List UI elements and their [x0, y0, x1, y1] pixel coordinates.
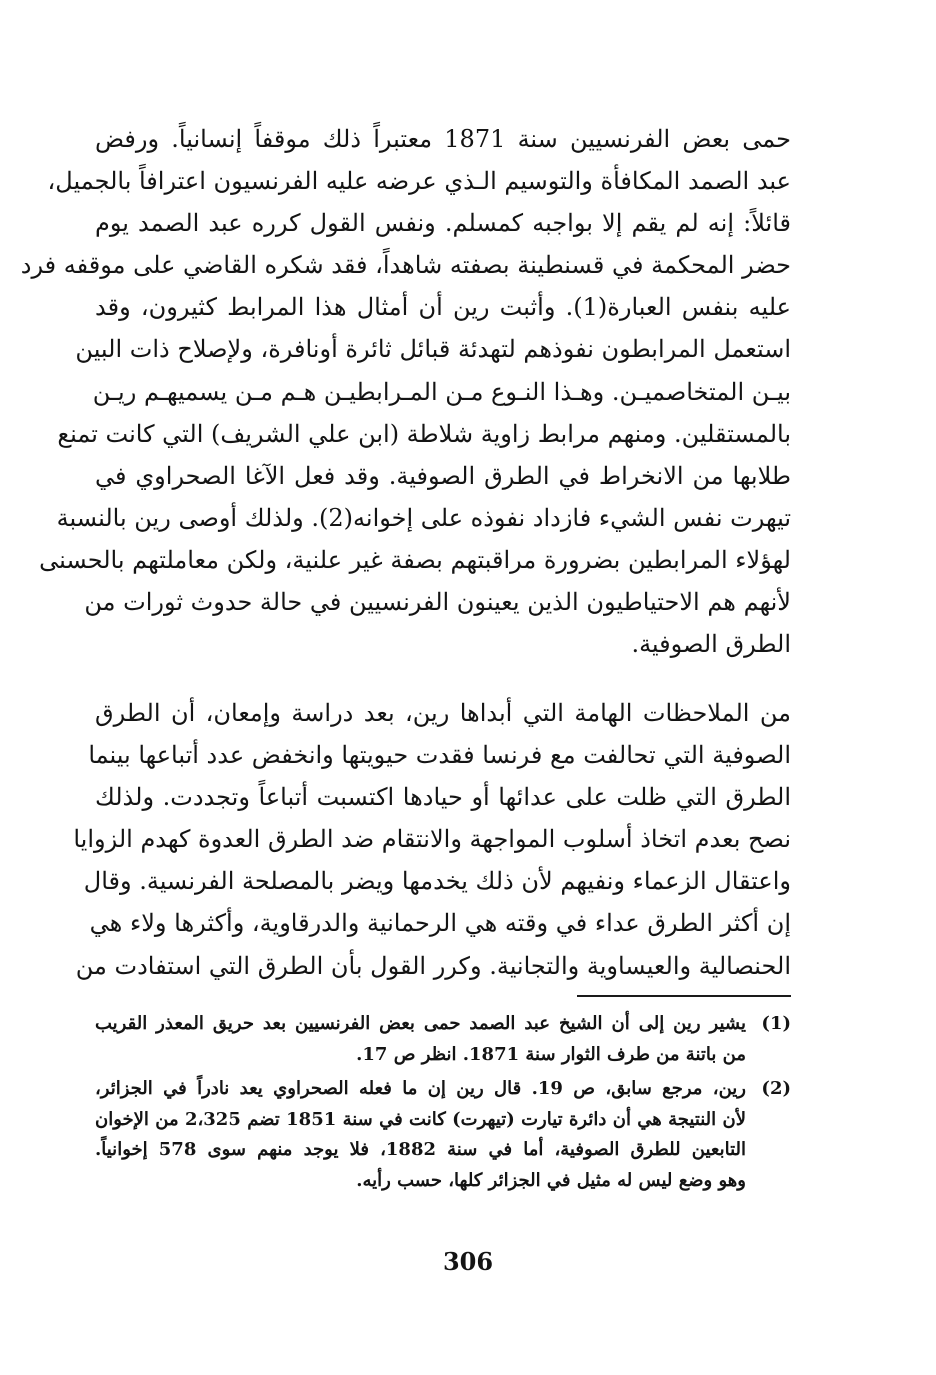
- footnote-line: التابعين للطرق الصوفية، أما في سنة 1882، فلا يوجد منهم سوى 578 إخوانياً.: [95, 1139, 746, 1160]
- footnote-line: لأن النتيجة هي أن دائرة تيارت (تيهرت) كانت في سنة 1851 تضم 2،325 من الإخوان: [95, 1108, 746, 1130]
- text-line: قائلاً: إنه لم يقم إلا بواجبه كمسلم. ونفس القول كرره عبد الصمد يوم: [95, 209, 791, 238]
- text-line: واعتقال الزعماء ونفيهم لأن ذلك يخدمها ويضر بالمصلحة الفرنسية. وقال: [83, 867, 791, 896]
- text-line: الصوفية التي تحالفت مع فرنسا فقدت حيويتها وانخفض عدد أتباعها بينما: [88, 741, 791, 770]
- page-number: 306: [442, 1247, 494, 1276]
- footnote-line: من باتنة من طرف الثوار سنة 1871. انظر ص 17.: [356, 1043, 746, 1065]
- text-line: نصح بعدم اتخاذ أسلوب المواجهة والانتقام ضد الطرق العدوة كهدم الزوايا: [73, 825, 791, 854]
- footnote: [95, 1074, 791, 1196]
- text-line: طلابها من الانخراط في الطرق الصوفية. وقد فعل الآغا الصحراوي في: [95, 461, 791, 490]
- body-paragraph: [73, 692, 791, 987]
- text-line: الطرق الصوفية.: [631, 630, 791, 659]
- footnote-number: (2): [761, 1078, 791, 1099]
- text-line: تيهرت نفس الشيء فازداد نفوذه على إخوانه(2). ولذلك أوصى رين بالنسبة: [56, 503, 791, 532]
- text-line: الطرق التي ظلت على عدائها أو حيادها اكتسبت أتباعاً وتجددت. ولذلك: [95, 783, 791, 812]
- footnote-separator: [577, 995, 791, 997]
- text-line: لأنهم هم الاحتياطيون الذين يعينون الفرنسيين في حالة حدوث ثورات من: [84, 588, 791, 617]
- body-paragraph: [20, 118, 792, 665]
- footnote-line: وهو وضع ليس له مثيل في الجزائر كلها، حسب رأيه.: [356, 1169, 746, 1191]
- text-line: عليه بنفس العبارة(1). وأثبت رين أن أمثال هذا المرابط كثيرون، وقد: [95, 293, 792, 322]
- text-line: لهؤلاء المرابطين بضرورة مراقبتهم بصفة غير علنية، ولكن معاملتهم بالحسنى: [39, 545, 791, 574]
- text-line: بيـن المتخاصميـن. وهـذا النـوع مـن المـرابطيـن هـم مـن يسميهـم ريـن: [92, 377, 791, 406]
- footnotes: [95, 1009, 791, 1200]
- text-line: بالمستقلين. ومنهم مرابط زاوية شلاطة (ابن علي الشريف) التي كانت تمنع: [57, 419, 791, 448]
- text-line: الحنصالية والعيساوية والتجانية. وكرر القول بأن الطرق التي استفادت من: [75, 951, 791, 980]
- footnote-line: رين، مرجع سابق، ص 19. قال رين إن ما فعله الصحراوي يعد نادراً في الجزائر،: [95, 1078, 746, 1099]
- text-line: حمى بعض الفرنسيين سنة 1871 معتبراً ذلك موقفاً إنسانياً. ورفض: [95, 125, 791, 153]
- footnote-line: يشير رين إلى أن الشيخ عبد الصمد حمى بعض الفرنسيين بعد حريق المعذر القريب: [95, 1013, 746, 1034]
- text-line: حضر المحكمة في قسنطينة بصفته شاهداً، فقد شكره القاضي على موقفه فرد: [20, 251, 791, 280]
- text-line: إن أكثر الطرق عداء في وقته هي الرحمانية والدرقاوية، وأكثرها ولاء هي: [89, 909, 791, 938]
- text-line: استعمل المرابطون نفوذهم لتهدئة قبائل ثائرة أونافرة، ولإصلاح ذات البين: [75, 335, 791, 364]
- footnote: [95, 1009, 791, 1070]
- text-line: من الملاحظات الهامة التي أبداها رين، بعد دراسة وإمعان، أن الطرق: [95, 699, 791, 727]
- text-line: عبد الصمد المكافأة والتوسيم الـذي عرضه عليه الفرنسيون اعترافاً بالجميل،: [47, 167, 791, 196]
- footnote-number: (1): [761, 1013, 791, 1034]
